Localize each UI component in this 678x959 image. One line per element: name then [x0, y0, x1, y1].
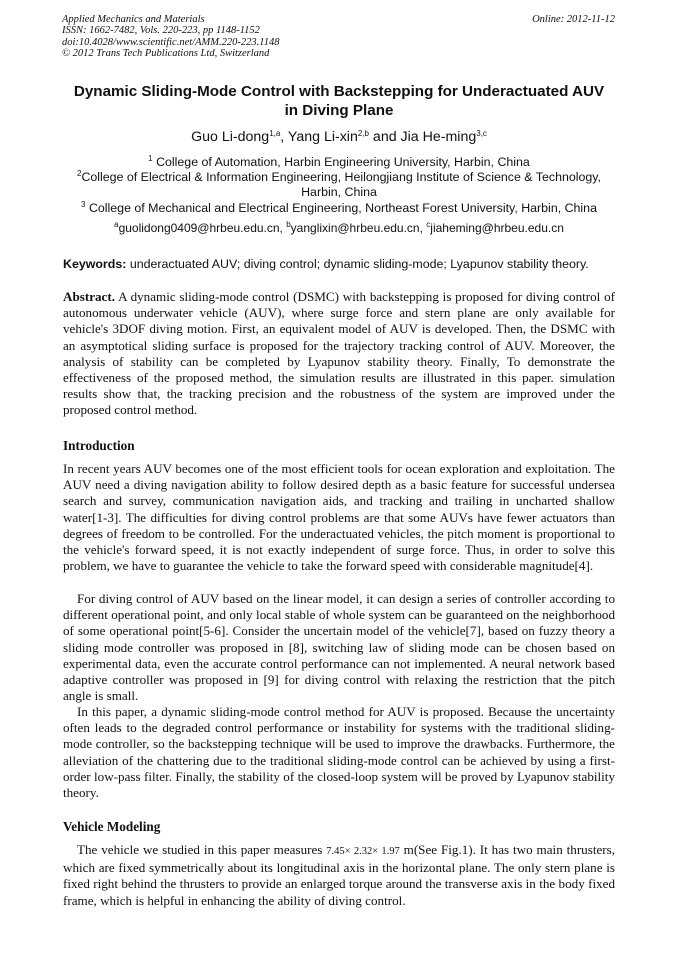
affiliation-list [64, 155, 614, 216]
vehicle-modeling-paragraph [63, 842, 615, 909]
author-separator: and [368, 129, 401, 145]
affiliation [64, 155, 614, 170]
email-sup: b [286, 220, 291, 229]
journal-header [62, 14, 279, 60]
journal-name: Applied Mechanics and Materials [62, 14, 205, 25]
introduction-heading: Introduction [63, 438, 135, 453]
affiliation-number: 2 [76, 169, 82, 179]
online-date: Online: 2012-11-12 [532, 14, 615, 25]
affiliation-text: College of Electrical & Information Engineering, Heilongjiang Institute of Science & Technology, Harbin, China [81, 170, 601, 200]
email-sup: a [114, 220, 119, 229]
issn-line: ISSN: 1662-7482, Vols. 220-223, pp 1148-1152 [62, 25, 260, 37]
copyright-line: © 2012 Trans Tech Publications Ltd, Switzerland [62, 48, 270, 60]
author-list [0, 129, 678, 145]
keywords-text: underactuated AUV; diving control; dynamic sliding-mode; Lyapunov stability theory. [129, 257, 589, 271]
keywords-label: Keywords: [63, 257, 127, 271]
vehicle-modeling-heading: Vehicle Modeling [63, 819, 161, 834]
affiliation-text: College of Mechanical and Electrical Engineering, Northeast Forest University, Harbin, China [88, 200, 597, 215]
vehicle-modeling-text-end: m(See Fig.1). It has two main thrusters, which are fixed symmetrically about its longitudinal axis in the horizontal plane. The only stern plane is fixed right behind the thrusters to provide an enlarged torque around the transverse axis in the body fixed frame, which is helpful in enhancing the ability of diving control. [63, 842, 615, 908]
author-name: Jia He-ming [400, 129, 477, 145]
author-separator: , [280, 129, 288, 145]
email-sup: c [426, 220, 431, 229]
introduction-paragraph-2: For diving control of AUV based on the linear model, it can design a series of controller according to different operational point, and only local stable of whole system can be guaranteed on the neighborhood of some operational point[5-6]. Consider the uncertain model of the vehicle[7], based on fuzzy theory a sliding mode controller was proposed in [8], switching law of sliding mode can be chosen based on experimental data, even the accurate control performance can not implemented. A neural network based adaptive controller was proposed in [9] for diving control with relaxing the restriction that the pitch angle is small. [63, 591, 615, 704]
affiliation-number: 1 [148, 154, 153, 163]
affiliation [64, 201, 614, 216]
abstract-label: Abstract. [63, 289, 115, 304]
author-sup: 2,b [357, 129, 369, 138]
vehicle-dimensions: 7.45× 2.32× 1.97 [326, 846, 400, 857]
author-name: Yang Li-xin [287, 129, 358, 145]
keywords-line [63, 257, 615, 271]
doi-line: doi:10.4028/www.scientific.net/AMM.220-223.1148 [62, 36, 280, 48]
vehicle-modeling-text-start: The vehicle we studied in this paper measures [77, 842, 327, 857]
abstract-paragraph [63, 289, 615, 419]
author-sup: 3,c [476, 129, 487, 138]
affiliation [64, 170, 614, 200]
author-name: Guo Li-dong [191, 129, 270, 145]
affiliation-text: College of Automation, Harbin Engineering University, Harbin, China [156, 155, 530, 169]
affiliation-number: 3 [81, 199, 86, 209]
email-address: guolidong0409@hrbeu.edu.cn [118, 221, 280, 235]
paper-title: Dynamic Sliding-Mode Control with Backstepping for Underactuated AUV in Diving Plane [73, 83, 605, 119]
email-address: yanglixin@hrbeu.edu.cn [290, 221, 420, 235]
email-address: jiaheming@hrbeu.edu.cn [430, 221, 564, 235]
introduction-paragraph-3: In this paper, a dynamic sliding-mode control method for AUV is proposed. Because the uncertainty often leads to the degraded control performance or instability for systems with the traditional sliding-mode controller, so the backstepping technique will be used to improve the drawbacks. Furthermore, the alleviation of the chattering due to the traditional sliding-mode control can be achieved by using a first-order low-pass filter. Finally, the stability of the closed-loop system will be proved by Lyapunov stability theory. [63, 704, 615, 801]
abstract-text: A dynamic sliding-mode control (DSMC) with backstepping is proposed for diving control of autonomous underwater vehicle (AUV), where surge force and stern plane are only available for vehicle's 3DOF diving motion. First, an equivalent model of AUV is developed. Then, the DSMC with an asymptotical sliding surface is proposed for the trajectory tracking control of AUV. Moreover, the analysis of stability can be completed by Lyapunov stability theory. Finally, To demonstrate the effectiveness of the proposed method, the simulation results are illustrated in this paper. simulation results show that, the tracking precision and the robustness of the system are improved under the proposed control method. [63, 289, 615, 418]
email-list: $^a$guolidong0409@hrbeu.edu.cn, $^b$yanglixin@hrbeu.edu.cn, $^c$jiaheming@hrbeu.edu.cn [114, 220, 564, 235]
introduction-paragraph-1: In recent years AUV becomes one of the most efficient tools for ocean exploration and exploitation. The AUV need a diving navigation ability to follow desired depth as a basic feature for successful undersea search and survey, communication navigation aids, and tracking and trailing in uncharted shallow water[1-3]. The difficulties for diving control problems are that some AUVs have fewer actuators than degrees of freedom to be controlled. For the underactuated vehicles, the pitch moment is proportional to the vehicle's forward speed, it is not exactly independent of surge force. Thus, in order to solve this problem, we have to guarantee the vehicle to take the forward speed with considerable magnitude[4]. [63, 461, 615, 574]
author-sup: 1,a [269, 129, 281, 138]
